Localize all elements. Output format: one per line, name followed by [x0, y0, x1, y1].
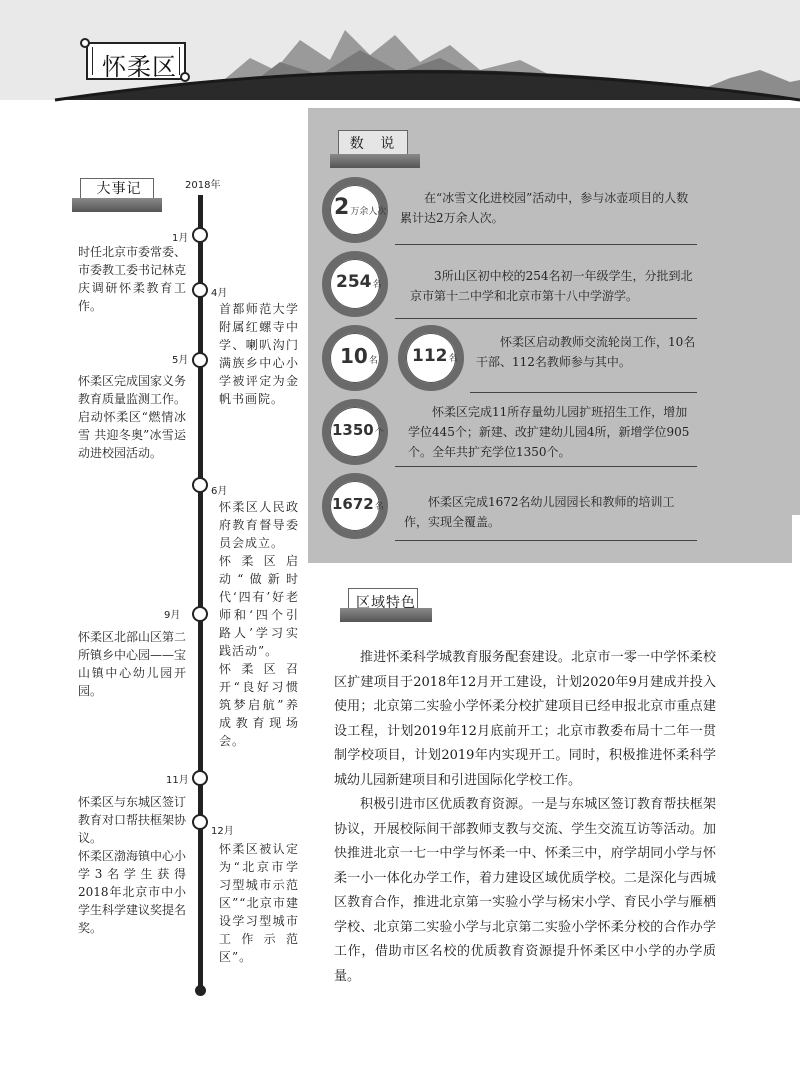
timeline-node [192, 352, 208, 368]
features-paragraph: 积极引进市区优质教育资源。一是与东城区签订教育帮扶框架协议，开展校际间干部教师支教与交流、学生交流互访等活动。加快推进北京一七一中学与怀柔一中、怀柔三中，府学胡同小学与怀柔一小一体化办学工作，着力建设区域优质学校。二是深化与西城区教育合作，推进北京第一实验小学与杨宋小学、育民小学与雁栖学校、北京第二实验小学与北京第二实验小学怀柔分校的合作办学工作，借助市区名校的优质教育资源提升怀柔区中小学的办学质量。 [334, 797, 716, 984]
timeline-entry: 怀柔区被认定为“北京市学习型城市示范区”“北京市建设学习型城市工作示范区”。 [219, 842, 299, 964]
stat-description: 怀柔区完成11所存量幼儿园扩班招生工作，增加学位445个；新建、改扩建幼儿园4所，新增学位905个。全年共扩充学位1350个。 [408, 405, 690, 459]
stat-description: 怀柔区启动教师交流轮岗工作，10名干部、112名教师参与其中。 [476, 335, 696, 369]
stat-unit: 名 [448, 354, 458, 364]
stats-label-bar [330, 154, 420, 168]
stat-ring [322, 473, 388, 539]
stat-number: 1672 [332, 495, 374, 513]
scroll-roll-icon [80, 38, 90, 48]
timeline-entry: 怀柔区与东城区签订教育对口帮扶框架协议。 怀柔区渤海镇中心小学3名学生获得2018年北京市中小学生科学建议奖提名奖。 [78, 795, 187, 935]
timeline-year: 2018年 [185, 180, 221, 191]
stat-ring [322, 177, 388, 243]
stat-unit: 个 [374, 428, 384, 438]
stat-number: 10 [340, 344, 368, 368]
stat-description: 3所山区初中校的254名初一年级学生，分批到北京市第十二中学和北京市第十八中学游学。 [410, 269, 693, 303]
stat-unit: 名 [368, 356, 378, 366]
title-frame [86, 42, 186, 80]
timeline-node [192, 606, 208, 622]
timeline-month: 12月 [211, 826, 234, 837]
timeline-month: 11月 [166, 775, 189, 786]
stat-description: 怀柔区完成1672名幼儿园园长和教师的培训工作，实现全覆盖。 [404, 495, 675, 529]
timeline-month: 1月 [172, 233, 189, 244]
scroll-roll-icon [180, 72, 190, 82]
stat-ring [322, 325, 388, 391]
stat-number: 1350 [332, 421, 374, 439]
features-paragraph: 推进怀柔科学城教育服务配套建设。北京市一零一中学怀柔校区扩建项目于2018年12月开工建设，计划2020年9月建成并投入使用；北京第二实验小学怀柔分校扩建项目已经申报北京市重点建设工程，计划2019年12月底前开工；北京市教委布局十二年一贯制学校项目，计划2019年内实现开工。同时，积极推进怀柔科学城幼儿园新建项目和引进国际化学校工作。 [334, 650, 716, 788]
stat-unit: 名 [374, 502, 384, 512]
stat-number: 2 [334, 195, 350, 220]
stat-unit: 名 [372, 280, 382, 290]
timeline-end-dot [195, 985, 206, 996]
timeline-section-label: 大事记 [96, 181, 142, 197]
timeline-node [192, 814, 208, 830]
stat-number: 254 [336, 272, 372, 292]
timeline-node [192, 227, 208, 243]
timeline-entry: 怀柔区人民政府教育督导委员会成立。 怀柔区启动“做新时代‘四有’好老师和‘四个引路人’学习实践活动”。 怀柔区召开“良好习惯筑梦启航”养成教育现场会。 [219, 500, 299, 748]
timeline-entry: 首都师范大学附属红螺寺中学、喇叭沟门满族乡中心小学被评定为金帆书画院。 [219, 302, 299, 406]
timeline-label-bar [72, 198, 162, 212]
timeline-entry: 怀柔区北部山区第二所镇乡中心园——宝山镇中心幼儿园开园。 [78, 630, 187, 698]
stats-section-label: 数 说 [349, 136, 401, 152]
stat-unit: 万余人次 [350, 207, 387, 217]
timeline-month: 5月 [172, 355, 189, 366]
timeline-entry: 怀柔区完成国家义务教育质量监测工作。 启动怀柔区“燃情冰雪 共迎冬奥”冰雪运动进校园活动。 [78, 374, 187, 460]
timeline-entry: 时任北京市委常委、市委教工委书记林克庆调研怀柔教育工作。 [78, 245, 187, 313]
timeline-line [198, 195, 203, 990]
stat-ring [322, 399, 388, 465]
stat-number: 112 [412, 346, 448, 366]
timeline-month: 6月 [211, 486, 228, 497]
stat-ring [398, 325, 464, 391]
features-body [334, 646, 716, 989]
timeline-node [192, 770, 208, 786]
timeline-node [192, 282, 208, 298]
title-scroll [80, 38, 190, 82]
timeline-month: 4月 [211, 288, 228, 299]
stat-description: 在“冰雪文化进校园”活动中，参与冰壶项目的人数累计达2万余人次。 [400, 191, 689, 225]
page-title: 怀柔区 [102, 53, 177, 81]
timeline-month: 9月 [164, 610, 181, 621]
timeline-node [192, 477, 208, 493]
stat-ring [322, 251, 388, 317]
features-section-label: 区域特色 [356, 595, 416, 611]
